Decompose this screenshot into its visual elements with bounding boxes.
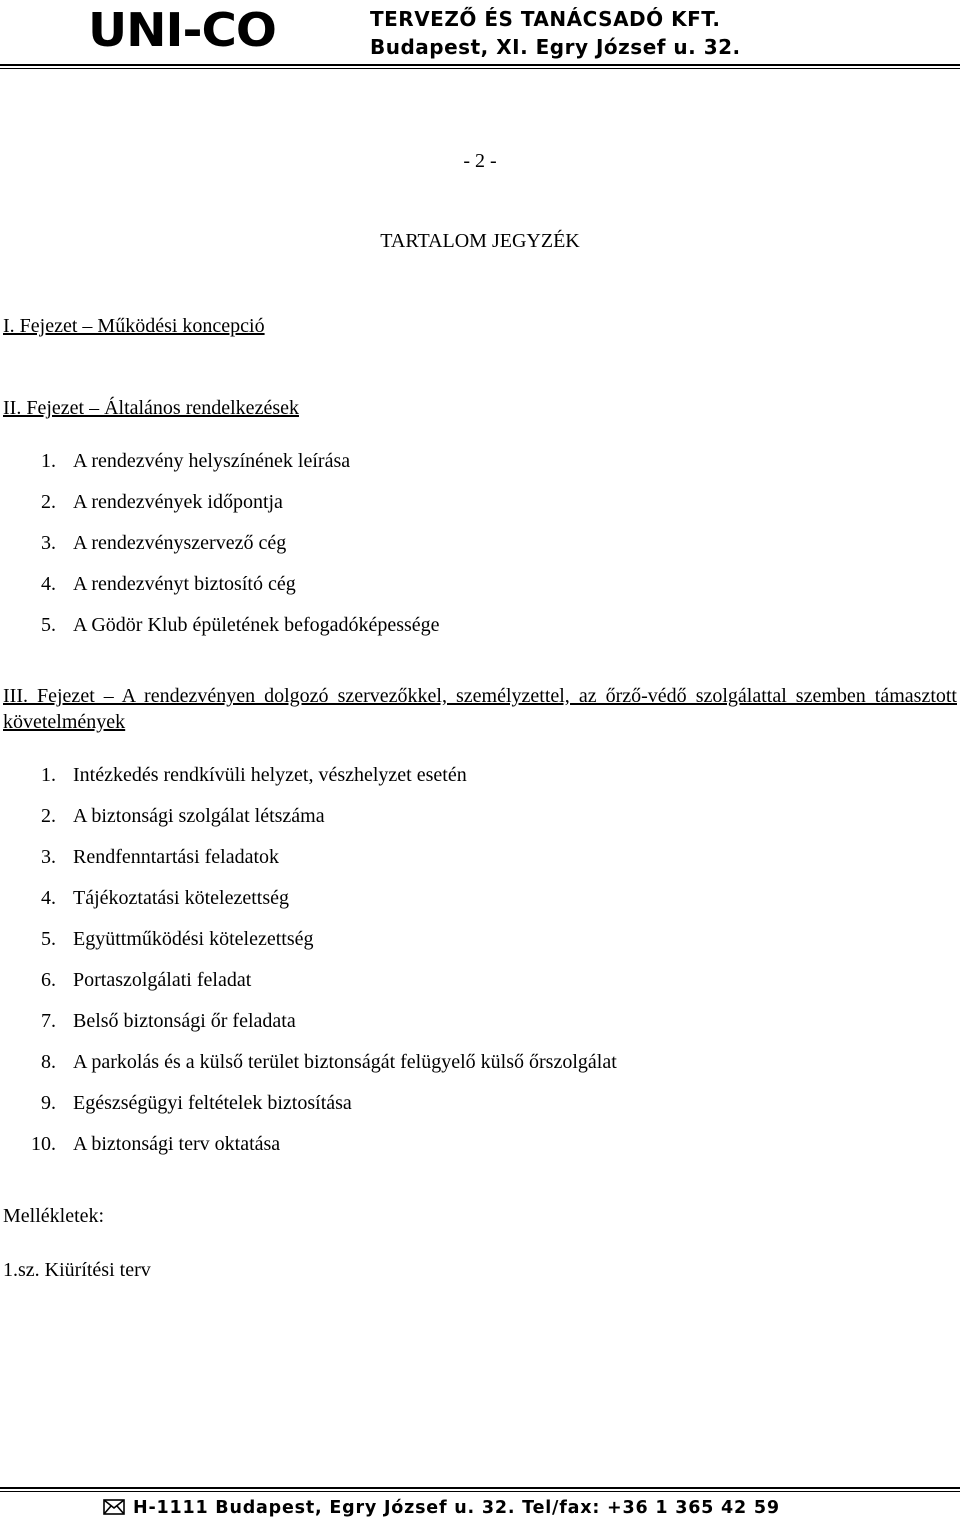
- list-item-text: Belső biztonsági őr feladata: [73, 1010, 296, 1032]
- envelope-icon: [103, 1499, 125, 1521]
- list-item-text: A biztonsági terv oktatása: [73, 1133, 281, 1155]
- list-item-number: 3.: [41, 846, 56, 868]
- chapter-2-heading: II. Fejezet – Általános rendelkezések: [3, 397, 299, 419]
- list-item-number: 6.: [41, 969, 56, 991]
- list-item-text: A rendezvényt biztosító cég: [73, 573, 296, 595]
- chapter-1-heading: I. Fejezet – Működési koncepció: [3, 315, 265, 337]
- list-item-text: A rendezvények időpontja: [73, 491, 283, 513]
- list-item-number: 1.: [41, 764, 56, 786]
- page-header: [0, 0, 960, 70]
- list-item-text: A parkolás és a külső terület biztonságát felügyelő külső őrszolgálat: [73, 1051, 617, 1073]
- list-item-number: 2.: [41, 805, 56, 827]
- list-item-number: 4.: [41, 887, 56, 909]
- list-item-text: Rendfenntartási feladatok: [73, 846, 280, 868]
- attachment-item: 1.sz. Kiürítési terv: [3, 1259, 151, 1281]
- footer-contact: H-1111 Budapest, Egry József u. 32. Tel/fax: +36 1 365 42 59: [133, 1498, 780, 1518]
- list-item-number: 5.: [41, 928, 56, 950]
- toc-title: TARTALOM JEGYZÉK: [380, 230, 580, 252]
- list-item-text: Együttműködési kötelezettség: [73, 928, 314, 950]
- header-divider-thin: [0, 68, 960, 69]
- list-item-number: 5.: [41, 614, 56, 636]
- list-item-text: A Gödör Klub épületének befogadóképessége: [73, 614, 440, 636]
- list-item-text: A biztonsági szolgálat létszáma: [73, 805, 325, 827]
- attachments-label: Mellékletek:: [3, 1205, 105, 1227]
- list-item-number: 10.: [31, 1133, 56, 1155]
- company-name: TERVEZŐ ÉS TANÁCSADÓ KFT.: [370, 7, 721, 31]
- footer-divider-thin: [0, 1491, 960, 1492]
- list-item-text: Portaszolgálati feladat: [73, 969, 252, 991]
- list-item-number: 4.: [41, 573, 56, 595]
- list-item-number: 3.: [41, 532, 56, 554]
- list-item-text: Tájékoztatási kötelezettség: [73, 887, 290, 909]
- list-item-text: Egészségügyi feltételek biztosítása: [73, 1092, 352, 1114]
- list-item-number: 8.: [41, 1051, 56, 1073]
- page-number: - 2 -: [463, 150, 497, 172]
- page-footer: [103, 1497, 780, 1521]
- header-divider: [0, 64, 960, 66]
- list-item-number: 2.: [41, 491, 56, 513]
- chapter-3-heading: III. Fejezet – A rendezvényen dolgozó szervezőkkel, személyzettel, az őrző-védő szolgálattal szemben támasztott követelmények: [3, 685, 957, 733]
- list-item-text: A rendezvényszervező cég: [73, 532, 287, 554]
- company-address: Budapest, XI. Egry József u. 32.: [370, 35, 741, 59]
- company-info: [370, 5, 741, 61]
- list-item-text: Intézkedés rendkívüli helyzet, vészhelyzet esetén: [73, 764, 467, 786]
- list-item-text: A rendezvény helyszínének leírása: [73, 450, 351, 472]
- footer-divider: [0, 1487, 960, 1489]
- company-logo: UNI-CO: [88, 3, 276, 57]
- list-item-number: 7.: [41, 1010, 56, 1032]
- list-item-number: 9.: [41, 1092, 56, 1114]
- list-item-number: 1.: [41, 450, 56, 472]
